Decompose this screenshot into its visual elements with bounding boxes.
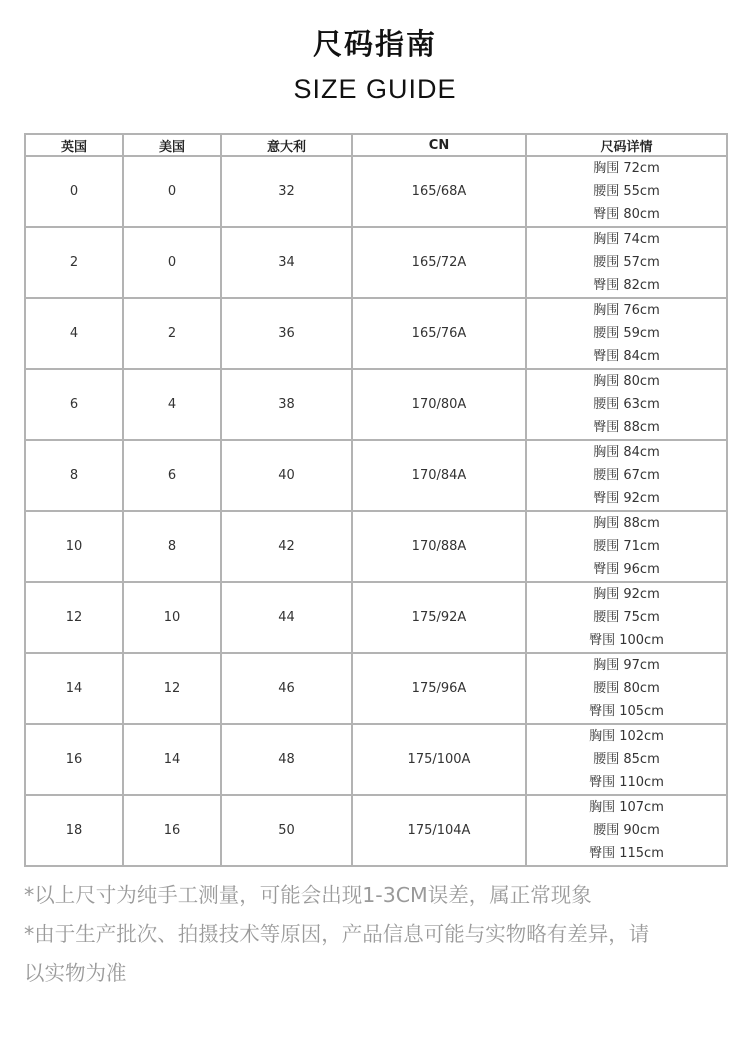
- detail-waist: 腰围 55cm: [593, 184, 660, 199]
- cell-cn: 165/76A: [352, 298, 526, 369]
- header-uk: 英国: [25, 134, 123, 156]
- table-row: [25, 795, 727, 866]
- detail-waist: 腰围 90cm: [593, 823, 660, 838]
- cell-us: 6: [123, 440, 221, 511]
- detail-waist: 腰围 57cm: [593, 255, 660, 270]
- cell-uk: 14: [25, 653, 123, 724]
- header-it: 意大利: [221, 134, 352, 156]
- header-details: 尺码详情: [526, 134, 727, 156]
- cell-it: 36: [221, 298, 352, 369]
- table-row: [25, 298, 727, 369]
- note-measurement: *以上尺寸为纯手工测量，可能会出现1-3CM误差，属正常现象: [24, 883, 592, 907]
- cell-cn: 175/96A: [352, 653, 526, 724]
- cell-us: 0: [123, 227, 221, 298]
- cell-it: 42: [221, 511, 352, 582]
- cell-us: 14: [123, 724, 221, 795]
- cell-cn: 175/104A: [352, 795, 526, 866]
- cell-it: 44: [221, 582, 352, 653]
- cell-it: 40: [221, 440, 352, 511]
- cell-uk: 6: [25, 369, 123, 440]
- table-row: [25, 582, 727, 653]
- cell-uk: 8: [25, 440, 123, 511]
- page-title: 尺码指南: [312, 27, 437, 61]
- cell-details: [526, 511, 727, 582]
- cell-details: [526, 227, 727, 298]
- detail-bust: 胸围 107cm: [589, 800, 664, 815]
- table-row: [25, 156, 727, 227]
- cell-us: 0: [123, 156, 221, 227]
- cell-us: 8: [123, 511, 221, 582]
- detail-waist: 腰围 85cm: [593, 752, 660, 767]
- cell-details: [526, 440, 727, 511]
- detail-hip: 臀围 84cm: [593, 349, 660, 364]
- detail-waist: 腰围 63cm: [593, 397, 660, 412]
- cell-details: [526, 298, 727, 369]
- detail-bust: 胸围 97cm: [593, 658, 660, 673]
- cell-uk: 4: [25, 298, 123, 369]
- cell-uk: 16: [25, 724, 123, 795]
- detail-bust: 胸围 88cm: [593, 516, 660, 531]
- note-variation-cont: 以实物为准: [24, 961, 127, 985]
- detail-bust: 胸围 72cm: [593, 161, 660, 176]
- note-variation: *由于生产批次、拍摄技术等原因，产品信息可能与实物略有差异，请: [24, 922, 650, 946]
- table-row: [25, 440, 727, 511]
- cell-cn: 175/92A: [352, 582, 526, 653]
- detail-hip: 臀围 92cm: [593, 491, 660, 506]
- cell-cn: 165/68A: [352, 156, 526, 227]
- table-row: [25, 369, 727, 440]
- cell-cn: 170/84A: [352, 440, 526, 511]
- cell-cn: 170/88A: [352, 511, 526, 582]
- detail-waist: 腰围 80cm: [593, 681, 660, 696]
- table-row: [25, 227, 727, 298]
- cell-it: 32: [221, 156, 352, 227]
- detail-bust: 胸围 92cm: [593, 587, 660, 602]
- cell-uk: 2: [25, 227, 123, 298]
- table-row: [25, 653, 727, 724]
- cell-details: [526, 724, 727, 795]
- size-table: [24, 133, 728, 867]
- detail-hip: 臀围 100cm: [589, 633, 664, 648]
- detail-hip: 臀围 96cm: [593, 562, 660, 577]
- detail-bust: 胸围 76cm: [593, 303, 660, 318]
- cell-uk: 12: [25, 582, 123, 653]
- detail-waist: 腰围 71cm: [593, 539, 660, 554]
- cell-it: 50: [221, 795, 352, 866]
- cell-us: 4: [123, 369, 221, 440]
- cell-us: 2: [123, 298, 221, 369]
- cell-cn: 165/72A: [352, 227, 526, 298]
- detail-hip: 臀围 115cm: [589, 846, 664, 861]
- header-us: 美国: [123, 134, 221, 156]
- detail-hip: 臀围 82cm: [593, 278, 660, 293]
- cell-it: 46: [221, 653, 352, 724]
- cell-us: 16: [123, 795, 221, 866]
- cell-details: [526, 795, 727, 866]
- cell-details: [526, 369, 727, 440]
- page-subtitle: SIZE GUIDE: [293, 74, 457, 104]
- table-header-row: [25, 134, 727, 156]
- cell-uk: 18: [25, 795, 123, 866]
- detail-bust: 胸围 80cm: [593, 374, 660, 389]
- header-cn: CN: [352, 134, 526, 156]
- detail-hip: 臀围 88cm: [593, 420, 660, 435]
- cell-us: 12: [123, 653, 221, 724]
- cell-cn: 175/100A: [352, 724, 526, 795]
- detail-bust: 胸围 74cm: [593, 232, 660, 247]
- table-row: [25, 511, 727, 582]
- cell-details: [526, 156, 727, 227]
- cell-details: [526, 582, 727, 653]
- detail-bust: 胸围 84cm: [593, 445, 660, 460]
- notes: [24, 876, 724, 993]
- detail-bust: 胸围 102cm: [589, 729, 664, 744]
- cell-it: 48: [221, 724, 352, 795]
- cell-cn: 170/80A: [352, 369, 526, 440]
- cell-uk: 10: [25, 511, 123, 582]
- detail-waist: 腰围 59cm: [593, 326, 660, 341]
- detail-waist: 腰围 67cm: [593, 468, 660, 483]
- detail-waist: 腰围 75cm: [593, 610, 660, 625]
- cell-it: 34: [221, 227, 352, 298]
- cell-us: 10: [123, 582, 221, 653]
- detail-hip: 臀围 110cm: [589, 775, 664, 790]
- detail-hip: 臀围 105cm: [589, 704, 664, 719]
- table-row: [25, 724, 727, 795]
- cell-uk: 0: [25, 156, 123, 227]
- cell-it: 38: [221, 369, 352, 440]
- detail-hip: 臀围 80cm: [593, 207, 660, 222]
- cell-details: [526, 653, 727, 724]
